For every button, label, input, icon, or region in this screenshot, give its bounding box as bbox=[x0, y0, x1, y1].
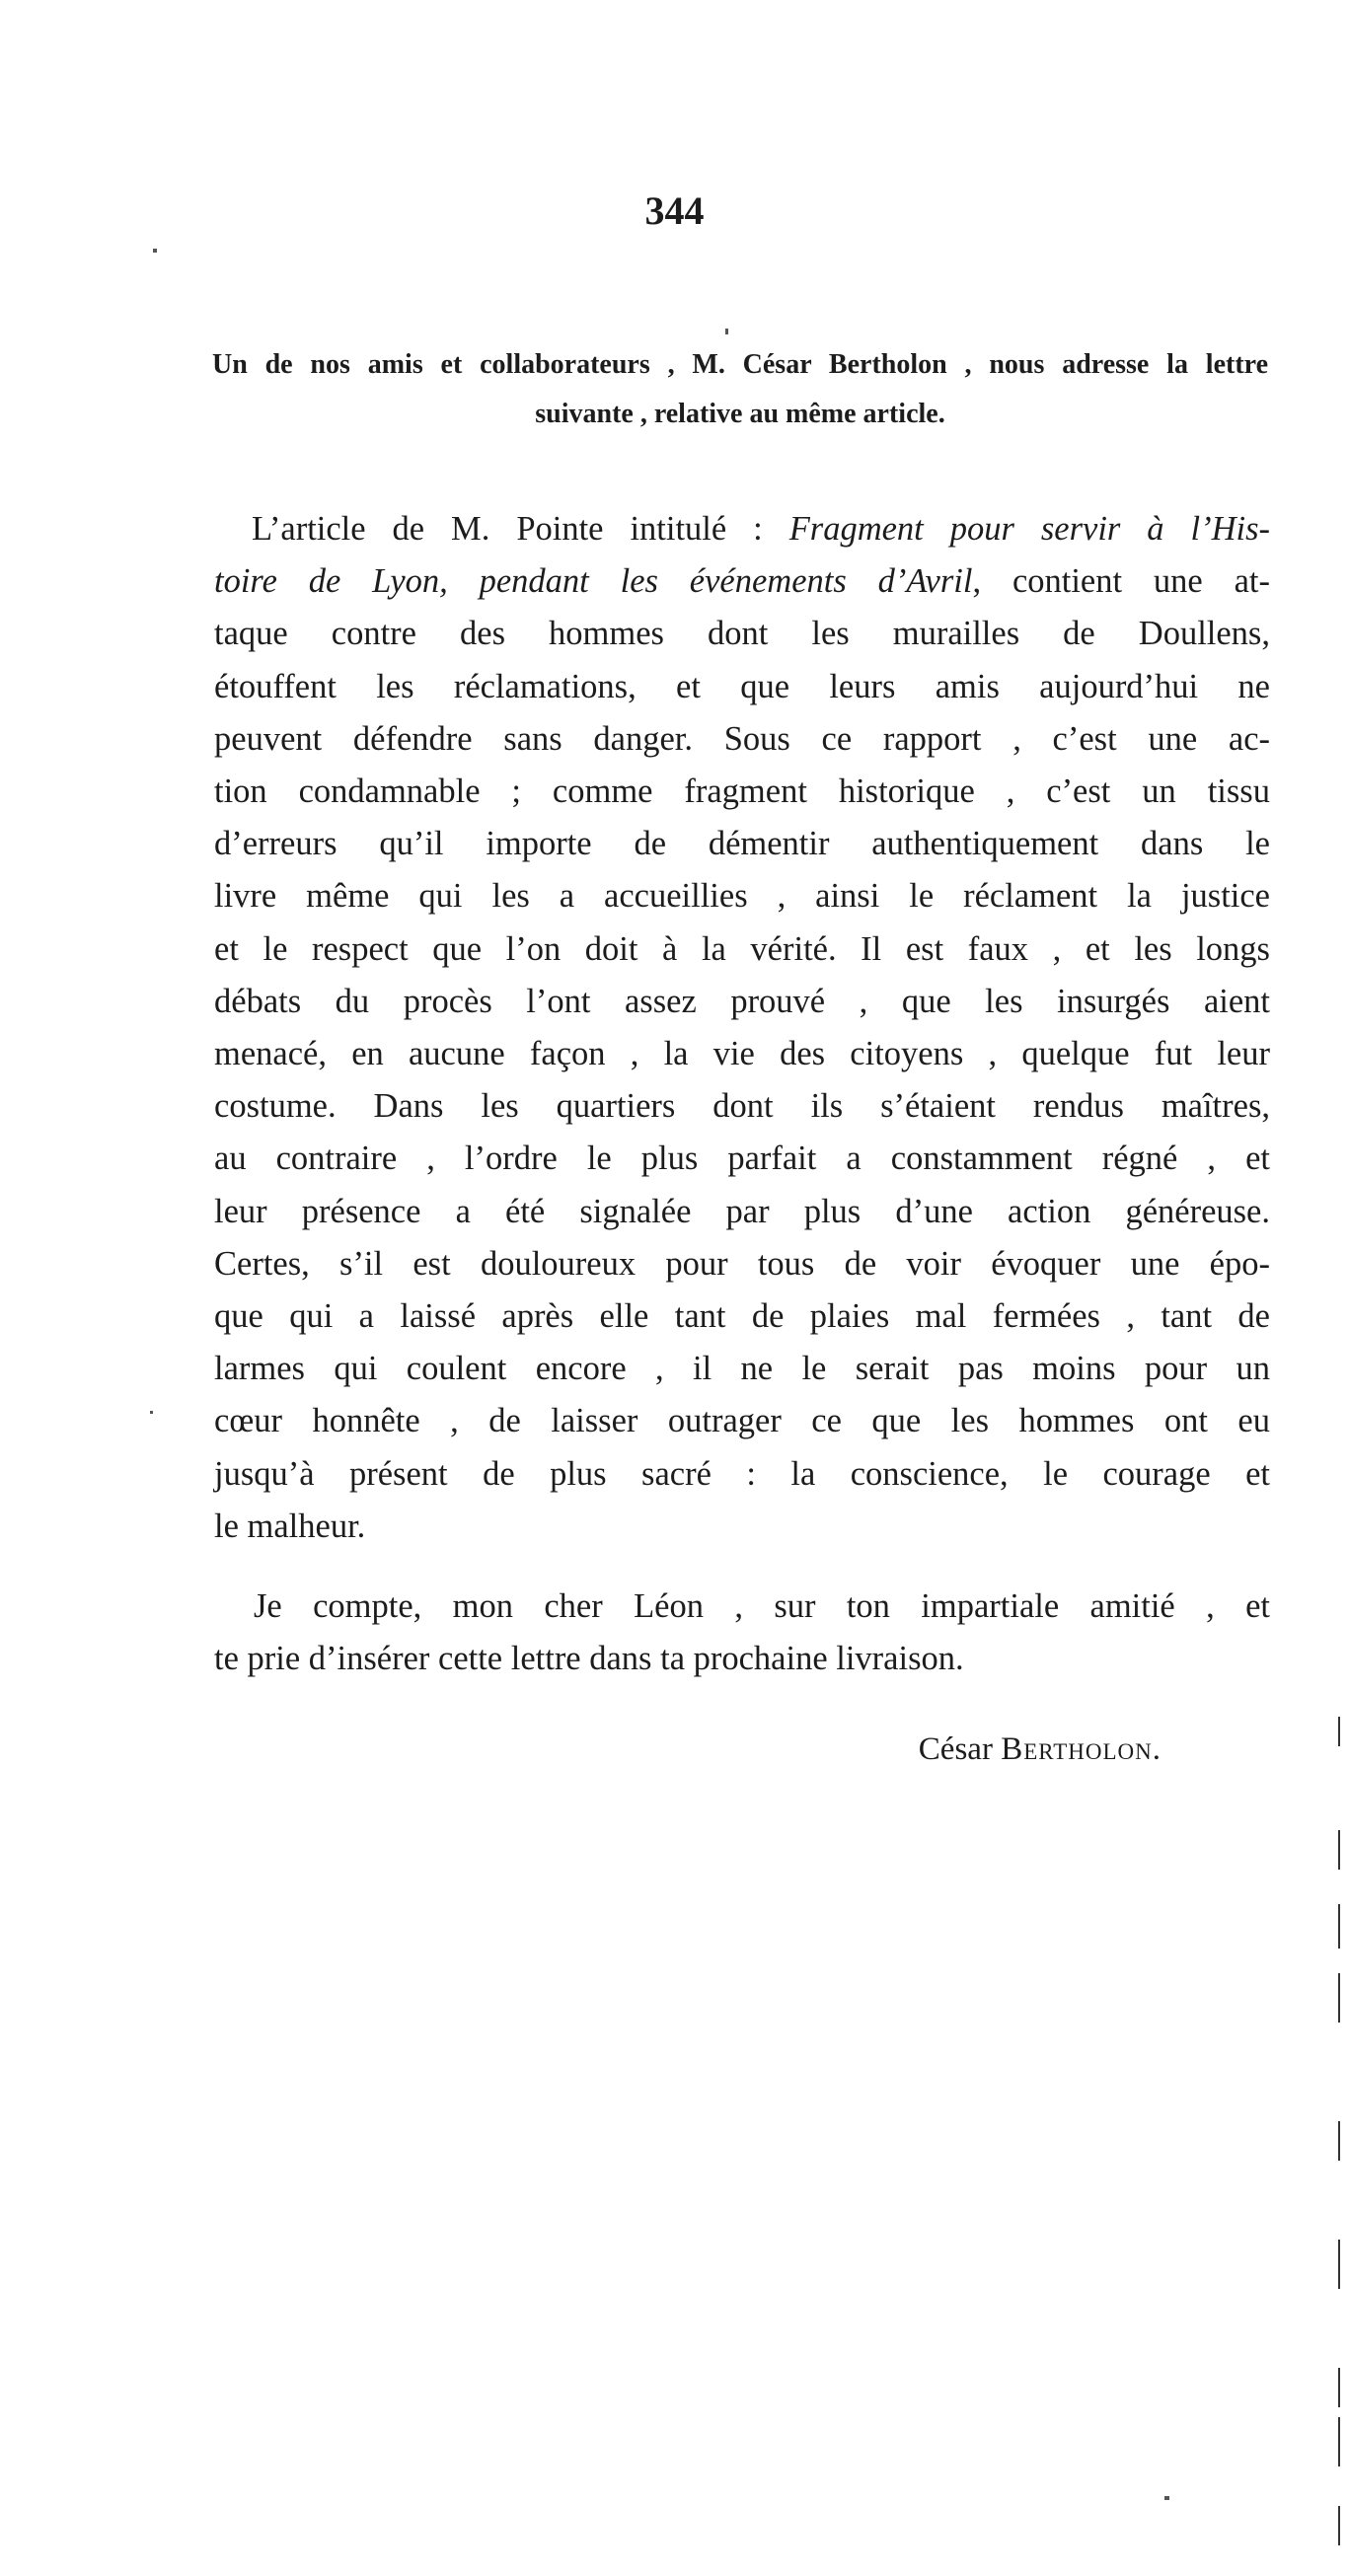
scan-edge-line bbox=[1338, 2417, 1340, 2466]
text-segment: livre même qui les a accueillies , ainsi le réclament la justice bbox=[214, 877, 1270, 916]
letter-body bbox=[214, 503, 1270, 1685]
text-segment: , contient une at- bbox=[972, 562, 1270, 601]
letter-line bbox=[214, 1238, 1270, 1290]
letter-line bbox=[214, 818, 1270, 870]
text-segment: peuvent défendre sans danger. Sous ce rapport , c’est une ac- bbox=[214, 719, 1270, 758]
text-segment: Certes, s’il est douloureux pour tous de voir évoquer une épo- bbox=[214, 1244, 1270, 1283]
scan-edge-line bbox=[1338, 1717, 1340, 1746]
letter-line bbox=[214, 1395, 1270, 1447]
letter-line bbox=[214, 1343, 1270, 1395]
text-segment: costume. Dans les quartiers dont ils s’étaient rendus maîtres, bbox=[214, 1087, 1270, 1126]
text-segment: L’article de M. Pointe intitulé : bbox=[252, 510, 789, 548]
letter-line bbox=[214, 976, 1270, 1028]
text-segment: cœur honnête , de laisser outrager ce que les hommes ont eu bbox=[214, 1402, 1270, 1440]
scan-edge-line bbox=[1338, 2506, 1340, 2545]
signature-first-name: César bbox=[918, 1731, 993, 1767]
letter-line bbox=[214, 713, 1270, 766]
signature bbox=[919, 1731, 1162, 1768]
letter-line bbox=[214, 1448, 1270, 1501]
text-segment: taque contre des hommes dont les murailles de Doullens, bbox=[214, 615, 1270, 653]
scan-edge-line bbox=[1338, 1973, 1340, 2023]
text-segment: au contraire , l’ordre le plus parfait a constamment régné , et bbox=[214, 1140, 1270, 1178]
italic-title-segment: toire de Lyon, pendant les événements d’Avril bbox=[214, 562, 973, 601]
letter-line bbox=[214, 503, 1270, 555]
scan-edge-line bbox=[1338, 2121, 1340, 2161]
letter-line bbox=[214, 923, 1270, 976]
signature-last-name: Bertholon. bbox=[1001, 1731, 1162, 1767]
intro-line-1: Un de nos amis et collaborateurs , M. César Bertholon , nous adresse la lettre bbox=[212, 349, 1268, 380]
scan-speck bbox=[153, 249, 157, 253]
letter-line bbox=[214, 1501, 1270, 1553]
letter-line: Je compte, mon cher Léon , sur ton impartiale amitié , et bbox=[254, 1587, 1270, 1626]
letter-paragraph-1 bbox=[214, 503, 1270, 1553]
text-segment: et le respect que l’on doit à la vérité. Il est faux , et les longs bbox=[214, 929, 1270, 968]
scan-edge-line bbox=[1338, 2240, 1340, 2289]
text-segment: menacé, en aucune façon , la vie des citoyens , quelque fut leur bbox=[214, 1035, 1270, 1073]
text-segment: le malheur. bbox=[214, 1507, 366, 1545]
letter-line bbox=[214, 1186, 1270, 1238]
intro-note bbox=[212, 340, 1268, 439]
text-segment: larmes qui coulent encore , il ne le serait pas moins pour un bbox=[214, 1350, 1270, 1388]
letter-paragraph-2 bbox=[214, 1581, 1270, 1685]
letter-line bbox=[214, 870, 1270, 922]
letter-line bbox=[214, 1080, 1270, 1133]
letter-line bbox=[214, 1133, 1270, 1185]
scan-edge-line bbox=[1338, 2368, 1340, 2407]
text-segment: que qui a laissé après elle tant de plaies mal fermées , tant de bbox=[214, 1297, 1270, 1336]
letter-line bbox=[214, 555, 1270, 608]
letter-line bbox=[214, 1028, 1270, 1080]
letter-line bbox=[214, 661, 1270, 713]
text-segment: jusqu’à présent de plus sacré : la conscience, le courage et bbox=[214, 1454, 1270, 1493]
scan-edge-line bbox=[1338, 1904, 1340, 1949]
intro-line-2: suivante , relative au même article. bbox=[535, 399, 945, 429]
text-segment: débats du procès l’ont assez prouvé , que les insurgés aient bbox=[214, 982, 1270, 1020]
letter-line: te prie d’insérer cette lettre dans ta prochaine livraison. bbox=[214, 1640, 964, 1678]
text-segment: étouffent les réclamations, et que leurs amis aujourd’hui ne bbox=[214, 667, 1270, 705]
scan-speck bbox=[725, 329, 728, 334]
letter-line bbox=[214, 608, 1270, 660]
text-segment: tion condamnable ; comme fragment historique , c’est un tissu bbox=[214, 773, 1270, 811]
letter-line bbox=[214, 1290, 1270, 1343]
scan-edge-line bbox=[1338, 1830, 1340, 1870]
letter-line bbox=[214, 766, 1270, 818]
scan-speck bbox=[150, 1411, 153, 1414]
italic-title-segment: Fragment pour servir à l’His- bbox=[788, 510, 1271, 548]
text-segment: leur présence a été signalée par plus d’une action généreuse. bbox=[214, 1192, 1270, 1230]
scan-speck bbox=[1164, 2496, 1169, 2500]
text-segment: d’erreurs qu’il importe de démentir authentiquement dans le bbox=[214, 825, 1270, 863]
page-number: 344 bbox=[644, 188, 705, 233]
